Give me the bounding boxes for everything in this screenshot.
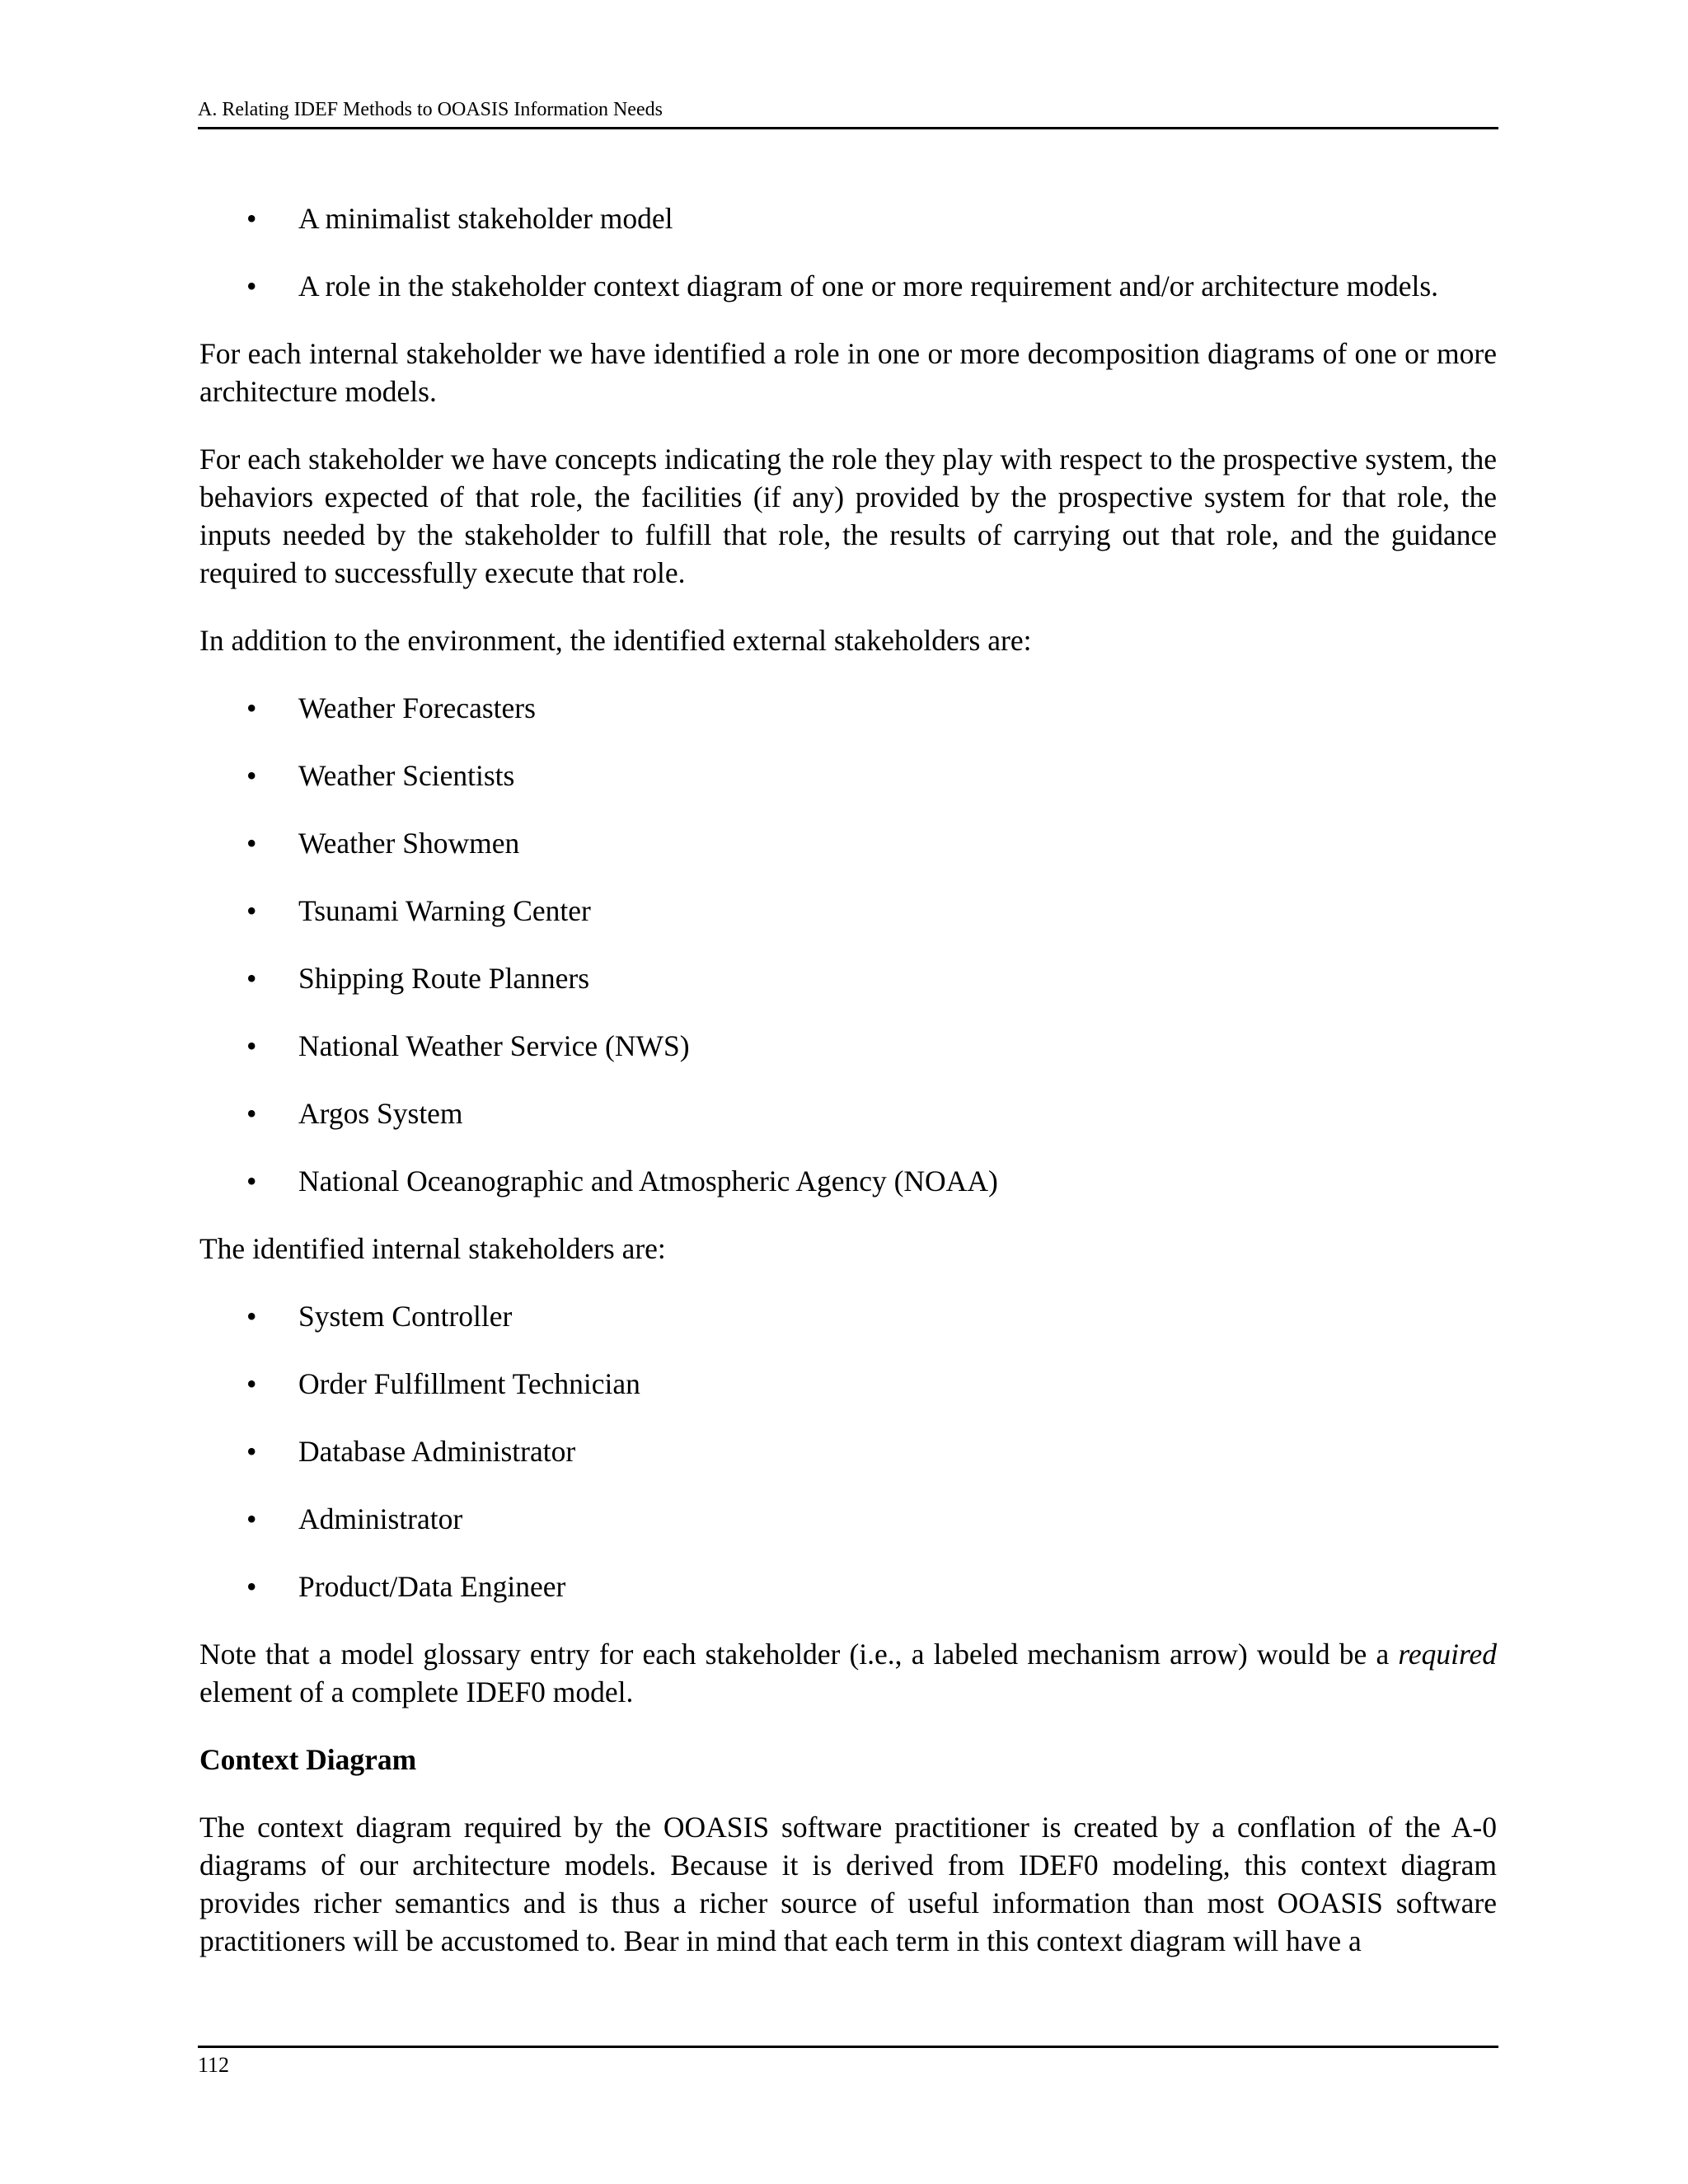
list-item — [199, 1500, 1497, 1538]
page-number: 112 — [198, 2053, 230, 2077]
list-item — [199, 267, 1497, 305]
bullet-icon: • — [246, 1367, 257, 1400]
note-text-start: Note that a model glossary entry for each stakeholder (i.e., a labeled mechanism arrow) would be a — [199, 1638, 1399, 1671]
list-item-text: System Controller — [298, 1300, 513, 1333]
bullet-icon: • — [246, 1165, 257, 1197]
bullet-icon: • — [246, 827, 257, 860]
list-item-text: Database Administrator — [298, 1435, 576, 1468]
list-item — [199, 892, 1497, 930]
bullet-icon: • — [246, 691, 257, 724]
paragraph-internal-intro: The identified internal stakeholders are: — [199, 1232, 666, 1265]
list-item — [199, 1432, 1497, 1470]
bullet-icon: • — [246, 269, 257, 302]
list-item — [199, 689, 1497, 727]
list-item — [199, 757, 1497, 794]
bullet-icon: • — [246, 1097, 257, 1130]
list-item — [199, 1297, 1497, 1335]
list-item — [199, 1568, 1497, 1605]
list-item-text: Weather Scientists — [298, 759, 515, 792]
paragraph-external-intro: In addition to the environment, the identified external stakeholders are: — [199, 624, 1032, 657]
running-footer — [198, 2046, 1498, 2079]
note-emphasis: required — [1398, 1638, 1497, 1671]
internal-stakeholder-list — [199, 1297, 1497, 1605]
section-heading-context-diagram: Context Diagram — [199, 1743, 417, 1776]
list-item — [199, 1162, 1497, 1200]
list-item-text: Tsunami Warning Center — [298, 894, 591, 927]
paragraph-context-diagram: The context diagram required by the OOASIS software practitioner is created by a conflation of the A-0 diagrams of our architecture models. Because it is derived from IDEF0 modeling, this context diagram provides richer semantics and is thus a richer source of useful information than most OOASIS software practitioners will be accustomed to. Bear in mind that each term in this context diagram will have a — [199, 1811, 1497, 1957]
intro-bullet-list — [199, 199, 1497, 305]
list-item — [199, 199, 1497, 237]
bullet-icon: • — [246, 1502, 257, 1535]
list-item — [199, 1027, 1497, 1065]
page-content — [199, 199, 1497, 1990]
list-item-text: Weather Forecasters — [298, 691, 536, 724]
list-item-text: National Oceanographic and Atmospheric Agency (NOAA) — [298, 1165, 998, 1197]
list-item-text: A role in the stakeholder context diagram of one or more requirement and/or architecture models. — [298, 269, 1439, 302]
list-item-text: Administrator — [298, 1502, 463, 1535]
list-item-text: National Weather Service (NWS) — [298, 1029, 690, 1062]
bullet-icon: • — [246, 759, 257, 792]
paragraph-concepts: For each stakeholder we have concepts indicating the role they play with respect to the prospective system, the behaviors expected of that role, the facilities (if any) provided by the prospective system for that role, the inputs needed by the stakeholder to fulfill that role, the results of carrying out that role, and the guidance required to successfully execute that role. — [199, 443, 1497, 589]
list-item — [199, 1365, 1497, 1403]
paragraph-internal-role: For each internal stakeholder we have identified a role in one or more decomposition diagrams of one or more architecture models. — [199, 337, 1497, 408]
list-item-text: Weather Showmen — [298, 827, 520, 860]
list-item — [199, 824, 1497, 862]
list-item — [199, 959, 1497, 997]
bullet-icon: • — [246, 1029, 257, 1062]
running-header-title: A. Relating IDEF Methods to OOASIS Information Needs — [198, 99, 663, 120]
bullet-icon: • — [246, 202, 257, 235]
paragraph-note — [199, 1635, 1497, 1711]
bullet-icon: • — [246, 894, 257, 927]
list-item-text: Product/Data Engineer — [298, 1570, 566, 1603]
bullet-icon: • — [246, 1435, 257, 1468]
external-stakeholder-list — [199, 689, 1497, 1200]
bullet-icon: • — [246, 962, 257, 995]
bullet-icon: • — [246, 1570, 257, 1603]
running-header — [198, 97, 1498, 129]
list-item-text: Argos System — [298, 1097, 463, 1130]
note-text-end: element of a complete IDEF0 model. — [199, 1675, 634, 1708]
bullet-icon: • — [246, 1300, 257, 1333]
list-item-text: Order Fulfillment Technician — [298, 1367, 640, 1400]
list-item-text: A minimalist stakeholder model — [298, 202, 673, 235]
list-item-text: Shipping Route Planners — [298, 962, 590, 995]
list-item — [199, 1094, 1497, 1132]
